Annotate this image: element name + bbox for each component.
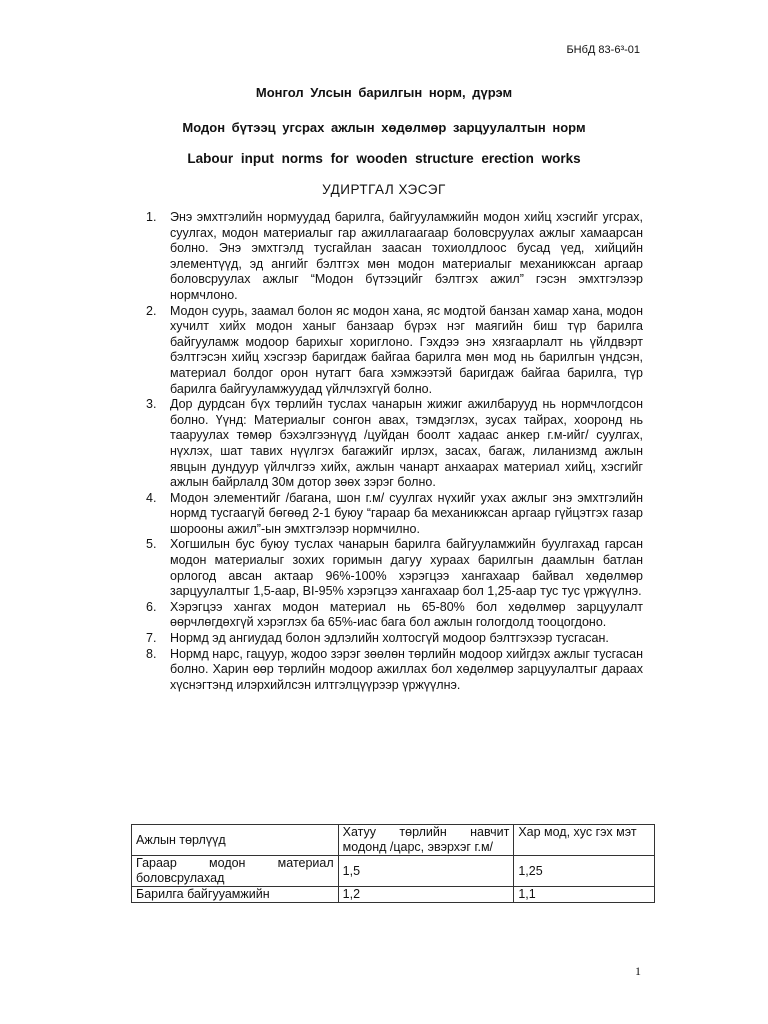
table-cell: 1,1 <box>514 887 655 903</box>
item-number: 6. <box>146 599 157 614</box>
item-text: Модон суурь, заамал болон яс модон хана, яс модтой банзан хамар хана, модон хучилт хийх модон ханыг банзаар бүрэх нэг маягийн биш түр барилга байгууламж модоор барихыг хориглоно. Гэхдээ энэ хязгаарлалт нь үйлдвэрт бэлтгэсэн хийц хэсгээр баригдаж байгаа барилга мөн мод нь барилгын үндсэн, материал болдог орон нутагт бага хэмжээтэй баригдаж байгаа барилга, түр барилга байгууламжуудад үйлчлэхгүй болно. <box>170 303 643 396</box>
intro-list <box>146 210 643 693</box>
intro-item <box>146 631 643 647</box>
document-subtitle: Модон бүтээц угсрах ажлын хөдөлмөр зарцуулалтын норм <box>182 120 586 135</box>
item-number: 5. <box>146 537 157 552</box>
table-header-cell: Хатуу төрлийн навчит модонд /царс, эвэрхэг г.м/ <box>338 825 514 856</box>
item-text: Модон элементийг /багана, шон г.м/ суулгах нүхийг ухах ажлыг энэ эмхтгэлийн нормд тусгаагүй бөгөөд 2-1 буюу “гараар ба механикжсан аргаар гүйцэтгэх газар шорооны ажил”-ын эмхтгэлээр нормчилно. <box>170 490 643 536</box>
intro-item <box>146 397 643 491</box>
table-cell: Гараар модон материал боловсрулахад <box>132 856 339 887</box>
coefficient-table <box>131 824 655 903</box>
table-row <box>132 887 655 903</box>
item-number: 2. <box>146 303 157 318</box>
item-number: 8. <box>146 646 157 661</box>
intro-item <box>146 210 643 304</box>
item-text: Хогшилын бус буюу туслах чанарын барилга байгууламжийн буулгахад гарсан модон материалыг зохих горимын дагуу хураах барилгын даамлын батлан орлогод авсан актаар 96%-100% хэрэгцээ хангахаар байвал хөдөлмөр зарцуулалтыг 1,5-аар, BI-95% хэрэгцээ хангахаар бол 1,25-аар тус тус үржүүлнэ. <box>170 537 643 599</box>
item-text: Дор дурдсан бүх төрлийн туслах чанарын жижиг ажилбарууд нь нормчлогдсон болно. Үүнд: Материалыг сонгон авах, тэмдэглэх, зусах тайрах, хооронд нь тааруулах төмөр бэхэлгээнүүд /цуйдан боолт хадаас анкер г.м-ийг/ суулгах, нүхлэх, шат тавих нүүлгэх багажийг ирлэх, засах, багаж, лиланизмд ажлын явцын дундуур үйлчлгээ хийх, ажлын чанарт анхаарах материал хийц, хэсгийг ажлын байрлалд 30м дотор зөөх зэрэг болно. <box>170 397 643 490</box>
table-cell: 1,25 <box>514 856 655 887</box>
item-text: Хэрэгцээ хангах модон материал нь 65-80% бол хөдөлмөр зарцуулалт өөрчлөгдөхгүй хэрэглэх ба 65%-иас бага бол ажлын гологдолд тооцогдоно. <box>170 599 643 630</box>
item-text: Нормд нарс, гацуур, жодоо зэрэг зөөлөн төрлийн модоор хийгдэх ажлыг тусгасан болно. Харин өөр төрлийн модоор ажиллах бол хөдөлмөр зарцуулалтыг дараах хүснэгтэнд илэрхийлсэн илтгэлцүүрээр үржүүлнэ. <box>170 646 643 692</box>
item-text: Энэ эмхтгэлийн нормуудад барилга, байгууламжийн модон хийц хэсгийг угсрах, суулгах, модон материалыг гар ажиллагаагаар боловсруулах ажлыг хамаарсан болно. Энэ эмхтгэлд тусгайлан заасан тохиолдлоос бусад үед, хийцийн элементүүд, эд ангийг бэлтгэх мөн модон материалыг механикжсан аргаар боловсруулах ажлыг “Модон бүтээцийг бэлтгэх ажил” гэсэн эмхтгэлээр нормчлоно. <box>170 210 643 302</box>
intro-item <box>146 600 643 631</box>
intro-item <box>146 304 643 398</box>
intro-item <box>146 537 643 599</box>
table-cell: 1,2 <box>338 887 514 903</box>
table-header-cell: Ажлын төрлүүд <box>132 825 339 856</box>
intro-item <box>146 491 643 538</box>
item-number: 7. <box>146 631 157 646</box>
item-number: 1. <box>146 210 157 224</box>
item-number: 3. <box>146 397 157 412</box>
table-header-row <box>132 825 655 856</box>
intro-item <box>146 647 643 694</box>
item-number: 4. <box>146 490 157 505</box>
table-cell: Барилга байгууамжийн <box>132 887 339 903</box>
table-row <box>132 856 655 887</box>
document-title: Монгол Улсын барилгын норм, дүрэм <box>255 85 513 100</box>
table-header-cell: Хар мод, хус гэх мэт <box>514 825 655 856</box>
table-cell: 1,5 <box>338 856 514 887</box>
document-title-english: Labour input norms for wooden structure erection works <box>187 151 581 166</box>
section-heading: УДИРТГАЛ ХЭСЭГ <box>322 182 446 197</box>
document-code: БНбД 83-6³-01 <box>566 44 640 56</box>
item-text: Нормд эд ангиудад болон эдлэлийн холтосгүй модоор бэлтгэхээр тусгасан. <box>170 631 609 646</box>
page-number: 1 <box>635 964 641 978</box>
